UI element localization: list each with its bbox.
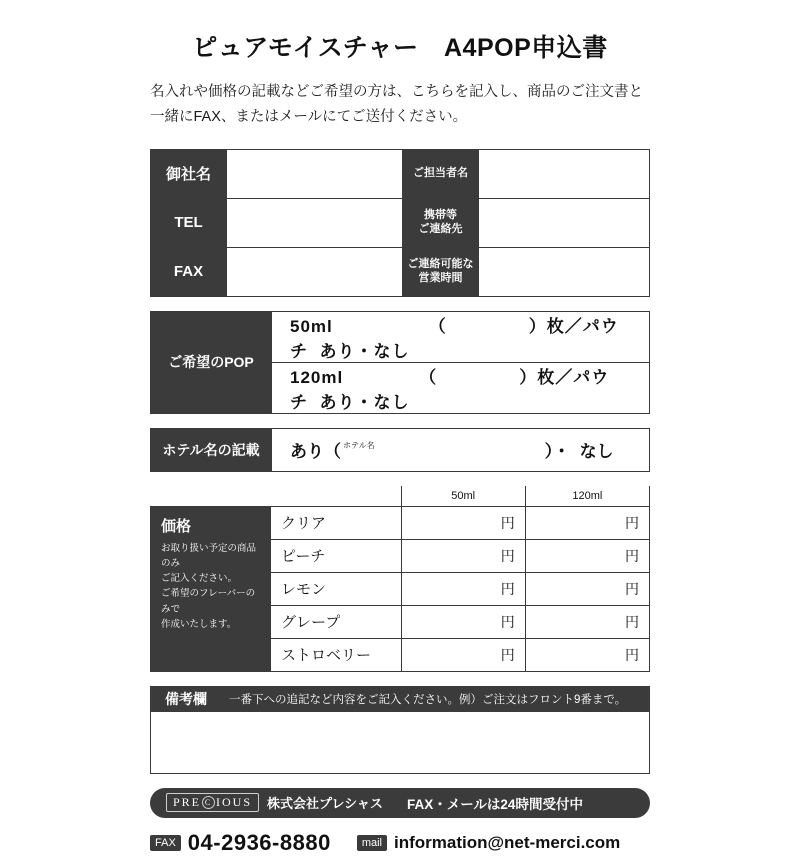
price-note-2: ご記入ください。 (161, 573, 238, 585)
label-contact-person: ご担当者名 (403, 149, 479, 198)
label-price (151, 506, 271, 671)
intro-line-1: 名入れや価格の記載などご希望の方は、こちらを記入し、商品のご注文書と (150, 84, 643, 100)
pop-unit-50: 枚／パウチ (290, 316, 619, 361)
price-header-spacer (151, 486, 271, 507)
brand-c-circle: C (202, 796, 215, 809)
label-mobile-line1: 携帯等 (424, 209, 457, 221)
label-remarks: 備考欄 (165, 690, 207, 707)
flavor-grape: グレープ (271, 605, 402, 638)
fax-tag: FAX (150, 835, 181, 851)
price-strawberry-120ml[interactable]: 円 (525, 638, 649, 671)
flavor-strawberry: ストロベリー (271, 638, 402, 671)
precious-logo (166, 793, 259, 812)
input-mobile[interactable] (479, 198, 650, 247)
hotel-no-option[interactable]: なし (579, 442, 614, 462)
pop-size-50ml: 50ml (290, 316, 333, 336)
price-label-title: 価格 (161, 517, 192, 535)
price-col-50ml: 50ml (401, 486, 525, 507)
hotel-name-value[interactable] (272, 428, 650, 471)
label-mobile-line2: ご連絡先 (418, 222, 463, 235)
hotel-ruby-label: ホテル名 (343, 441, 375, 451)
label-desired-pop: ご希望のPOP (151, 311, 272, 413)
pop-open-paren-120: （ (419, 367, 438, 387)
label-company: 御社名 (151, 149, 227, 198)
price-grape-50ml[interactable]: 円 (401, 605, 525, 638)
price-note-3: ご希望のフレーバーのみで (161, 588, 256, 615)
price-table (150, 486, 650, 672)
remarks-header (150, 686, 650, 712)
label-hotel-name: ホテル名の記載 (151, 428, 272, 471)
label-tel: TEL (151, 198, 227, 247)
price-header-spacer-2 (271, 486, 402, 507)
label-hours-line1: ご連絡可能な (407, 258, 474, 270)
brand-right: IOUS (216, 795, 253, 810)
price-col-120ml: 120ml (525, 486, 649, 507)
price-note-4: 作成いたします。 (161, 618, 237, 630)
pop-row-50ml[interactable] (272, 311, 650, 362)
brand-left: PRE (173, 795, 202, 810)
pop-unit-120: 枚／パウチ (290, 367, 610, 412)
input-company[interactable] (227, 149, 403, 198)
price-grape-120ml[interactable]: 円 (525, 605, 649, 638)
contact-table (150, 149, 650, 297)
label-fax: FAX (151, 247, 227, 296)
remarks-input[interactable] (150, 712, 650, 774)
company-name: 株式会社プレシャス (267, 796, 383, 812)
price-strawberry-50ml[interactable]: 円 (401, 638, 525, 671)
pop-choice-50[interactable]: あり・なし (319, 341, 410, 361)
price-clear-50ml[interactable]: 円 (401, 506, 525, 539)
table-row (151, 506, 650, 539)
input-business-hours[interactable] (479, 247, 650, 296)
flavor-peach: ピーチ (271, 539, 402, 572)
footer-contacts (150, 830, 650, 856)
price-peach-50ml[interactable]: 円 (401, 539, 525, 572)
pop-size-120ml: 120ml (290, 367, 344, 387)
label-mobile (403, 198, 479, 247)
table-row (151, 198, 650, 247)
input-fax[interactable] (227, 247, 403, 296)
flavor-lemon: レモン (271, 572, 402, 605)
table-row (151, 311, 650, 362)
label-business-hours (403, 247, 479, 296)
pop-choice-120[interactable]: あり・なし (319, 392, 410, 412)
hotel-close-paren: ）・ (544, 442, 571, 462)
pop-table (150, 311, 650, 414)
table-row (151, 149, 650, 198)
pop-close-paren-50: ） (528, 316, 547, 336)
price-note-1: お取り扱い予定の商品のみ (161, 542, 257, 569)
label-hours-line2: 営業時間 (418, 271, 463, 284)
hotel-yes-option[interactable]: あり（ (290, 442, 341, 462)
flavor-clear: クリア (271, 506, 402, 539)
intro-text (150, 80, 650, 131)
input-tel[interactable] (227, 198, 403, 247)
intro-line-2: 一緒にFAX、またはメールにてご送付ください。 (150, 109, 468, 126)
price-header-row (151, 486, 650, 507)
price-clear-120ml[interactable]: 円 (525, 506, 649, 539)
reception-hours: FAX・メールは24時間受付中 (406, 796, 583, 812)
fax-number: 04-2936-8880 (187, 829, 331, 855)
input-contact-person[interactable] (479, 149, 650, 198)
price-lemon-120ml[interactable]: 円 (525, 572, 649, 605)
footer-bar (150, 788, 650, 818)
price-peach-120ml[interactable]: 円 (525, 539, 649, 572)
remarks-section (150, 686, 650, 774)
pop-row-120ml[interactable] (272, 362, 650, 413)
pop-close-paren-120: ） (519, 367, 538, 387)
page-title: ピュアモイスチャー A4POP申込書 (192, 34, 608, 62)
hotel-name-table (150, 428, 650, 472)
table-row (151, 247, 650, 296)
remarks-note: 一番下への追記など内容をご記入ください。例）ご注文はフロント9番まで。 (229, 693, 627, 706)
pop-open-paren-50: （ (428, 316, 447, 336)
price-lemon-50ml[interactable]: 円 (401, 572, 525, 605)
mail-tag: mail (357, 835, 387, 851)
mail-address[interactable]: information@net-merci.com (393, 832, 621, 852)
table-row (151, 428, 650, 471)
